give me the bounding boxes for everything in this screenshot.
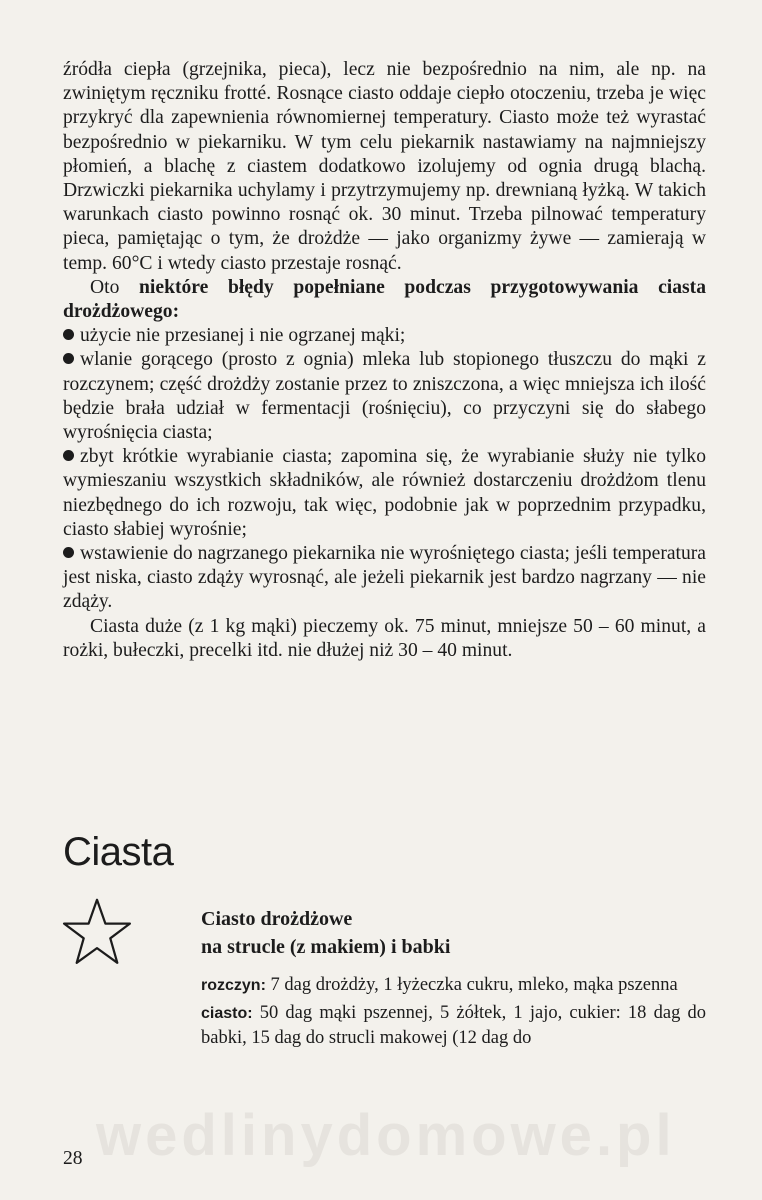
ingredient-label: rozczyn: [201, 977, 266, 994]
recipe-ingredients [201, 973, 706, 1051]
bullet-icon [63, 450, 74, 461]
bullet-icon [63, 329, 74, 340]
list-item [63, 348, 706, 445]
star-icon [62, 897, 132, 967]
ingredient-ciasto [201, 1001, 706, 1051]
ingredient-rozczyn [201, 973, 706, 999]
ingredient-label: ciasto: [201, 1004, 253, 1022]
bullet-icon [63, 547, 74, 558]
ingredient-text: 50 dag mąki pszennej, 5 żółtek, 1 jajo, cukier: 18 dag do babki, 15 dag do strucli makowej (12 dag do [201, 1002, 706, 1048]
list-item-text: użycie nie przesianej i nie ogrzanej mąki; [80, 325, 406, 347]
page-number: 28 [63, 1148, 83, 1169]
list-item-text: wlanie gorącego (prosto z ognia) mleka lub stopionego tłuszczu do mąki z rozczynem; część drożdży zostanie przez to zniszczona, a więc mniejsza ich ilość będzie brała udział w fermentacji (rośnięciu), co przyczyni się do słabego wyrośnięcia ciasta; [63, 349, 706, 444]
list-item [63, 542, 706, 615]
list-item-text: zbyt krótkie wyrabianie ciasta; zapomina się, że wyrabianie służy nie tylko wymieszaniu wszystkich składników, ale również dostarczeniu drożdżom tlenu niezbędnego do ich rozwoju, tak więc, podobnie jak w poprzednim przypadku, ciasto słabiej wyrośnie; [63, 446, 706, 540]
watermark: wedlinydomowe.pl [96, 1103, 676, 1168]
list-item-text: wstawienie do nagrzanego piekarnika nie wyrośniętego ciasta; jeśli temperatura jest niska, ciasto zdąży wyrosnąć, ale jeżeli piekarnik jest bardzo nagrzany — nie zdąży. [63, 543, 706, 613]
body-text [63, 58, 706, 663]
section-heading: Ciasta [63, 830, 174, 874]
paragraph-baking-times: Ciasta duże (z 1 kg mąki) pieczemy ok. 75 minut, mniejsze 50 – 60 minut, a rożki, bułeczki, precelki itd. nie dłużej niż 30 – 40 minut. [63, 615, 706, 661]
mistakes-heading: niektóre błędy popełniane podczas przygotowywania ciasta drożdżowego: [63, 276, 706, 323]
paragraph-mistakes-intro [63, 276, 706, 324]
recipe [201, 905, 706, 1053]
list-item [63, 324, 706, 348]
recipe-title-line2: na strucle (z makiem) i babki [201, 936, 451, 958]
recipe-title-line1: Ciasto drożdżowe [201, 908, 353, 930]
ingredient-text: 7 dag drożdży, 1 łyżeczka cukru, mleko, mąka pszenna [265, 975, 678, 995]
mistakes-lead: Oto [90, 276, 140, 298]
paragraph-proofing: źródła ciepła (grzejnika, pieca), lecz nie bezpośrednio na nim, ale np. na zwiniętym ręczniku frotté. Rosnące ciasto oddaje ciepło otoczeniu, trzeba je więc przykryć dla zapewnienia równomiernej temperatury. Ciasto może też wyrastać bezpośrednio w piekarniku. W tym celu piekarnik nastawiamy na najmniejszy płomień, a blachę z ciastem dodatkowo izolujemy od ognia drugą blachą. Drzwiczki piekarnika uchylamy i przytrzymujemy np. drewnianą łyżką. W takich warunkach ciasto powinno rosnąć ok. 30 minut. Trzeba pilnować temperatury pieca, pamiętając o tym, że drożdże — jako organizmy żywe — zamierają w temp. 60°C i wtedy ciasto przestaje rosnąć. [63, 59, 706, 274]
bullet-icon [63, 353, 74, 364]
list-item [63, 445, 706, 542]
